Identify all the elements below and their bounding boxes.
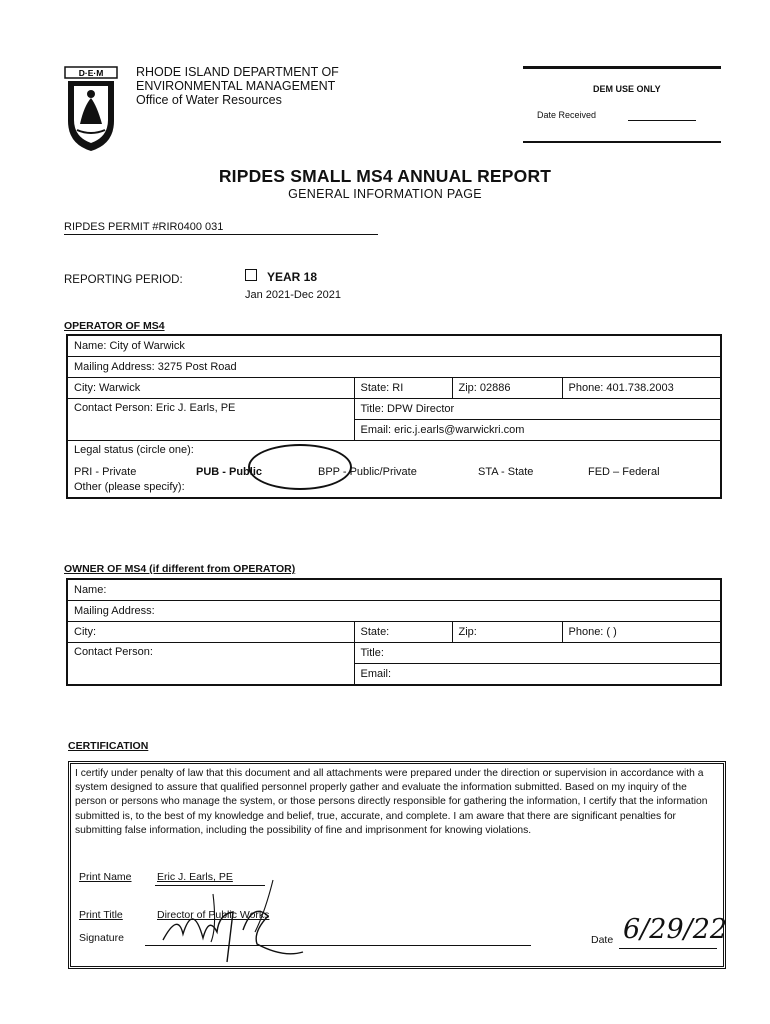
year-checkbox[interactable] (245, 269, 257, 281)
print-title-value[interactable]: Director of Public Works (157, 909, 270, 921)
report-title: RIPDES SMALL MS4 ANNUAL REPORT (218, 166, 552, 186)
date-label: Date (591, 934, 614, 946)
certification-text: I certify under penalty of law that this document and all attachments were prepared under the direction or supervision in accordance with a system designed to assure that qualified personnel properly gather and evaluate the information submitted. Based on my inquiry of the person or persons who manage the system, or those persons directly responsible for gathering the information, I certify that the information submitted is, to the best of my knowledge and belief, true, accurate, and complete. I am aware that there are significant penalties for submitting false information, including the possibility of fine and imprisonment for knowing violations. (75, 768, 708, 836)
report-subtitle: GENERAL INFORMATION PAGE (288, 187, 482, 201)
owner-contact-person[interactable]: Contact Person: (67, 643, 354, 686)
print-name-label: Print Name (79, 871, 132, 883)
reporting-period-label: REPORTING PERIOD: (64, 274, 183, 286)
owner-zip[interactable]: Zip: (452, 622, 562, 643)
owner-phone[interactable]: Phone: ( ) (562, 622, 721, 643)
owner-email[interactable]: Email: (354, 664, 721, 686)
dem-use-only-label: DEM USE ONLY (593, 84, 661, 94)
agency-block (136, 65, 339, 107)
operator-name[interactable]: Name: City of Warwick (67, 335, 721, 357)
operator-email[interactable]: Email: eric.j.earls@warwickri.com (354, 420, 721, 441)
operator-title[interactable]: Title: DPW Director (354, 399, 721, 420)
agency-line-1: RHODE ISLAND DEPARTMENT OF (136, 65, 339, 79)
certification-section-title: CERTIFICATION (68, 740, 149, 752)
date-value[interactable]: 6/29/22 (623, 914, 728, 945)
operator-table (66, 334, 722, 499)
logo-text: D·E·M (78, 68, 104, 78)
owner-table (66, 578, 722, 686)
dem-use-only-box (523, 66, 721, 143)
reporting-range: Jan 2021-Dec 2021 (245, 289, 342, 301)
operator-contact-person[interactable]: Contact Person: Eric J. Earls, PE (67, 399, 354, 441)
signature-label: Signature (79, 932, 124, 944)
date-received-field[interactable] (628, 120, 696, 121)
legal-status-label: Legal status (circle one): (74, 444, 194, 456)
operator-section-title: OPERATOR OF MS4 (64, 320, 165, 332)
agency-line-3: Office of Water Resources (136, 93, 282, 107)
reporting-year: YEAR 18 (267, 270, 318, 284)
legal-status-cell (67, 441, 721, 499)
operator-state[interactable]: State: RI (354, 378, 452, 399)
signature-scribble (153, 872, 313, 968)
agency-line-2: ENVIRONMENTAL MANAGEMENT (136, 79, 336, 93)
permit-number: RIPDES PERMIT #RIR0400 031 (64, 221, 378, 235)
option-state[interactable]: STA - State (478, 466, 534, 478)
owner-city[interactable]: City: (67, 622, 354, 643)
other-specify[interactable]: Other (please specify): (74, 481, 185, 493)
owner-state[interactable]: State: (354, 622, 452, 643)
certification-box (68, 761, 726, 969)
operator-mailing-address[interactable]: Mailing Address: 3275 Post Road (67, 357, 721, 378)
option-public[interactable]: PUB - Public (196, 466, 263, 478)
date-received-label: Date Received (537, 110, 597, 120)
owner-name[interactable]: Name: (67, 579, 721, 601)
operator-city[interactable]: City: Warwick (67, 378, 354, 399)
owner-section-title: OWNER OF MS4 (if different from OPERATOR) (64, 563, 296, 575)
print-title-label: Print Title (79, 909, 123, 921)
owner-title[interactable]: Title: (354, 643, 721, 664)
option-federal[interactable]: FED – Federal (588, 466, 660, 478)
owner-mailing-address[interactable]: Mailing Address: (67, 601, 721, 622)
dem-logo (64, 66, 118, 152)
date-line (619, 948, 717, 949)
operator-phone[interactable]: Phone: 401.738.2003 (562, 378, 721, 399)
print-name-value[interactable]: Eric J. Earls, PE (157, 871, 233, 883)
operator-zip[interactable]: Zip: 02886 (452, 378, 562, 399)
option-public-private[interactable]: BPP - Public/Private (318, 466, 417, 478)
option-private[interactable]: PRI - Private (74, 466, 137, 478)
